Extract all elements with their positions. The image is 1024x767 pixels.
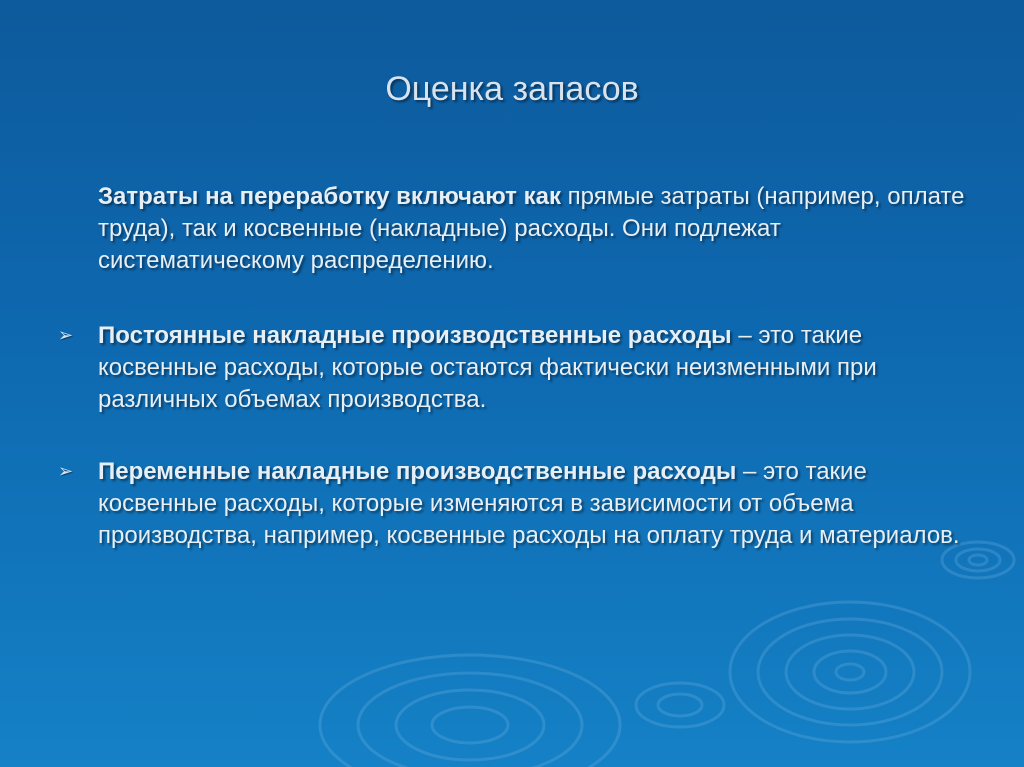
slide-title: Оценка запасов	[385, 70, 639, 108]
bullet-variable-overheads	[98, 456, 978, 552]
intro-text: прямые затраты (например, оплате труда), так и косвенные (накладные) расходы. Они подлежат систематическому распределению.	[98, 183, 965, 274]
bullet-arrow-icon: ➢	[58, 461, 74, 481]
bullet-arrow-icon: ➢	[58, 325, 74, 345]
bullet-1-text: – это такие косвенные расходы, которые остаются фактически неизменными при различных объемах производства.	[98, 322, 877, 413]
bullet-1-bold-text: Постоянные накладные производственные расходы	[98, 322, 732, 349]
bullet-2-bold-text: Переменные накладные производственные расходы	[98, 458, 737, 485]
intro-bold-text: Затраты на переработку включают как	[98, 183, 561, 210]
intro-paragraph	[98, 181, 978, 277]
bullet-2-text: – это такие косвенные расходы, которые изменяются в зависимости от объема производства, например, косвенные расходы на оплату труда и материалов.	[98, 458, 960, 549]
bullet-fixed-overheads	[98, 320, 978, 416]
